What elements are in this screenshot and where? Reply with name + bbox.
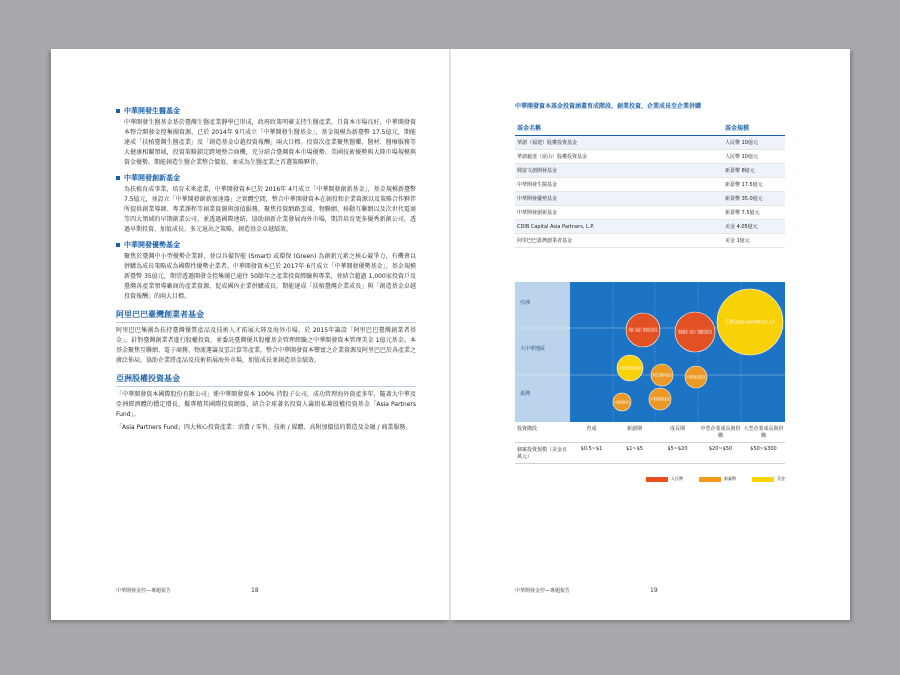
amount-cell: $0.5~$1 bbox=[580, 446, 603, 452]
section-body-asia-1: 「中華開發資本國際股份有限公司」係中華開發資本 100% 持股子公司，成功管理海外資產多年，隨著大中華及亞洲經濟體的穩定增長，擬專精其國際投資網絡，結合全球著名投資人籌組私募股權投資基金「Asia Partners Fund」。 bbox=[116, 391, 416, 418]
legend-item bbox=[646, 476, 683, 482]
right-footer bbox=[515, 587, 658, 594]
legend-label: 新臺幣 bbox=[724, 476, 736, 481]
stage-header: 投資階段 bbox=[517, 426, 538, 432]
fund-size-cell: 美金 4.05億元 bbox=[725, 224, 758, 230]
table-row bbox=[515, 150, 785, 164]
fund-body-advantage: 聚焦於臺灣中小型優勢企業群，並以具備智能 (Smart) 或環保 (Green) 為創新元素之核心競爭力，有機會以併購為成長策略成為國際性優勢企業者。中華開發資本已於 2017年 6月成立「中華開發優勢基金」，基金規模新臺幣 35億元，期望透過開發金控集團已逾往 50餘年之產業投資經驗與專業，並結合超過 1,000家投資戶及臺灣各產業領導廠商的產業資源，促成國內企業併購成長，期能達成「扶植臺灣企業成長」與「創造基金卓越投資報酬」的兩大目標。 bbox=[124, 253, 416, 300]
fund-table bbox=[515, 123, 785, 248]
table-row bbox=[515, 164, 785, 178]
stage-cell: 大型企業成長與併購 bbox=[743, 426, 784, 439]
fund-heading-biomed: 中華開發生醫基金 bbox=[116, 106, 416, 116]
fund-name-cell: CDIB Capital Asia Partners, L.P. bbox=[517, 223, 595, 230]
amount-cell: $50~$300 bbox=[750, 446, 777, 452]
page-number: 19 bbox=[650, 587, 658, 594]
bubble-label: 中華開發創新基金 bbox=[650, 396, 683, 402]
fund-name-cell: 阿里巴巴臺灣創業者基金 bbox=[517, 238, 573, 244]
fund-name-cell: 興富文創開發基金 bbox=[517, 168, 558, 174]
section-heading-asia: 亞洲股權投資基金 bbox=[116, 373, 416, 387]
stage-cell: 育成 bbox=[586, 426, 597, 432]
square-bullet-icon bbox=[116, 109, 120, 113]
table-header bbox=[515, 123, 785, 136]
fund-size-cell: 人民幣 10億元 bbox=[725, 154, 758, 160]
table-row bbox=[515, 178, 785, 192]
y-axis-label: 大中華地區 bbox=[520, 346, 546, 352]
fund-name-cell: 華創毅達（崑山）股權投資基金 bbox=[517, 154, 588, 160]
fund-size-cell: 人民幣 10億元 bbox=[725, 140, 758, 146]
left-footer bbox=[116, 587, 259, 594]
left-page bbox=[51, 49, 450, 620]
fund-name-cell: 中華開發創新基金 bbox=[517, 210, 558, 216]
amount-cell: $5~$20 bbox=[667, 446, 688, 452]
square-bullet-icon bbox=[116, 243, 120, 247]
footer-report-title: 中華開發金控—專題報告 bbox=[116, 588, 172, 594]
fund-size-cell: 新臺幣 17.5億元 bbox=[725, 182, 763, 188]
bubble-label: 中華開發生醫基金 bbox=[686, 374, 719, 380]
bubble-chart bbox=[515, 282, 785, 422]
fund-heading-advantage: 中華開發優勢基金 bbox=[116, 240, 416, 250]
bubble-label: CDIB Capital Asia Partners, L.P. bbox=[725, 319, 776, 326]
investment-stage-chart bbox=[515, 282, 785, 482]
fund-body-innovation: 為扶植育成事業，培育未來產業，中華開發資本已於 2016年 4月成立「中華開發創新基金」，基金規模新臺幣 7.5億元，並設立「中華開發創新加速器」之實體空間，整合中華開發資本在創投和企業資源以及策略合作夥伴所提供創業導師、專業課程等創業資源與加值服務，聚焦投資網路雲端、物聯網、移動互聯網以及次世代電商等四大領域的早期創業公司，並透過國際連結，協助創新企業發展海外市場，期許培育更多優秀新創公司，透過早期投資、加值成長、多元退出之策略，創造基金卓越績效。 bbox=[124, 186, 416, 233]
amount-cell: $1~$5 bbox=[626, 446, 643, 452]
legend-swatch bbox=[646, 477, 668, 482]
table-row bbox=[515, 234, 785, 248]
legend-label: 美金 bbox=[777, 476, 785, 481]
table-body bbox=[515, 136, 785, 248]
fund-name-cell: 中華開發優勢基金 bbox=[517, 196, 558, 202]
bubble-label: 華創（福建）股權投資基金 bbox=[628, 328, 683, 334]
legend-label: 人民幣 bbox=[671, 476, 683, 481]
footer-report-title: 中華開發金控—專題報告 bbox=[515, 588, 571, 594]
section-body-alibaba: 阿里巴巴集團為扶持臺灣優質產品及技術人才拓展大陸及海外市場，於 2015年籌設「阿里巴巴臺灣創業者基金」，針對臺灣創業者進行股權投資，並委託臺灣優具股權基金管理經驗之中華開發資本管理美金 1億元基金。本基金聚焦互聯網、電子商務、物流運籌及雲計算等產業，整合中華開發資本豐富之企業資源及阿里巴巴於各產業之廣泛佈局，協助企業將產品及技術拓展海外市場，加值成長並創造基金績效。 bbox=[116, 327, 417, 364]
legend-item bbox=[752, 476, 785, 482]
fund-size-cell: 美金 1億元 bbox=[725, 238, 750, 244]
section-body-asia-2: 「Asia Partners Fund」四大核心投資產業：消費 / 零售、技術 / 媒體、高附加價值的製造及金融 / 商業服務。 bbox=[116, 424, 412, 431]
fund-size-cell: 新臺幣 7.5億元 bbox=[725, 210, 760, 216]
bubble-label: 中華開發優勢基金 bbox=[614, 400, 643, 405]
section-heading-alibaba: 阿里巴巴臺灣創業者基金 bbox=[116, 309, 416, 323]
right-page bbox=[451, 49, 850, 620]
legend-swatch bbox=[699, 477, 721, 482]
y-axis-label: 臺灣 bbox=[520, 391, 531, 397]
chart-legend bbox=[515, 476, 785, 482]
stage-cell: 中型企業成長與併購 bbox=[700, 426, 741, 439]
fund-name-cell: 中華開發生醫基金 bbox=[517, 182, 558, 188]
bubble-label: 興富文創開發基金 bbox=[652, 372, 685, 378]
left-column bbox=[116, 101, 416, 433]
page-number: 18 bbox=[251, 587, 259, 594]
fund-size-cell: 新臺幣 35.0億元 bbox=[725, 196, 763, 202]
table-row bbox=[515, 192, 785, 206]
legend-item bbox=[699, 476, 736, 482]
stage-cell: 新創期 bbox=[626, 426, 642, 432]
stage-cell: 成長期 bbox=[669, 426, 685, 432]
bubble-label: 阿里巴巴臺灣創業者基金 bbox=[618, 365, 663, 371]
fund-name-cell: 華創（福建）股權投資基金 bbox=[517, 140, 578, 146]
col-header-fund-name: 基金名稱 bbox=[517, 125, 542, 132]
bubble-label: 華創毅達（崑山）股權投資基金 bbox=[678, 330, 741, 336]
y-axis-label: 亞洲 bbox=[520, 300, 531, 306]
amount-header: 個案投資規模（美金百萬元） bbox=[517, 447, 568, 460]
fund-body-biomed: 中華開發生醫基金基於臺灣生醫產業靜學已形成，政府政策明確支持生醫產業，且資本市場良好，中華開發資本整合開發金控集團資源，已於 2014年 9月成立「中華開發生醫基金」，基金規模為新臺幣 17.5億元，期能達成「扶植臺灣生醫產業」及「創造基金卓越投資報酬」兩大目標。投資次產業聚焦醫藥、醫材、醫療服務等大健康相關領域，投資策略鎖定跨境整合商機，充分結合臺灣資本市場優勢、美國技術優勢與大陸市場規模與資金優勢，期能創造生醫企業整合價值，並成為生醫產業之首選策略夥伴。 bbox=[124, 119, 416, 166]
amount-cell: $20~$50 bbox=[708, 446, 733, 452]
col-header-fund-size: 基金規模 bbox=[725, 125, 750, 132]
table-row bbox=[515, 136, 785, 150]
chart-axis-table bbox=[515, 422, 785, 464]
table-row bbox=[515, 220, 785, 234]
fund-heading-innovation: 中華開發創新基金 bbox=[116, 173, 416, 183]
fund-table-title: 中華開發資本基金投資涵蓋育成階段、創業投資、企業成長至企業併購 bbox=[515, 103, 702, 110]
amount-row bbox=[515, 443, 785, 464]
legend-swatch bbox=[752, 477, 774, 482]
square-bullet-icon bbox=[116, 176, 120, 180]
fund-size-cell: 新臺幣 8億元 bbox=[725, 168, 755, 174]
table-row bbox=[515, 206, 785, 220]
stage-row bbox=[515, 422, 785, 443]
